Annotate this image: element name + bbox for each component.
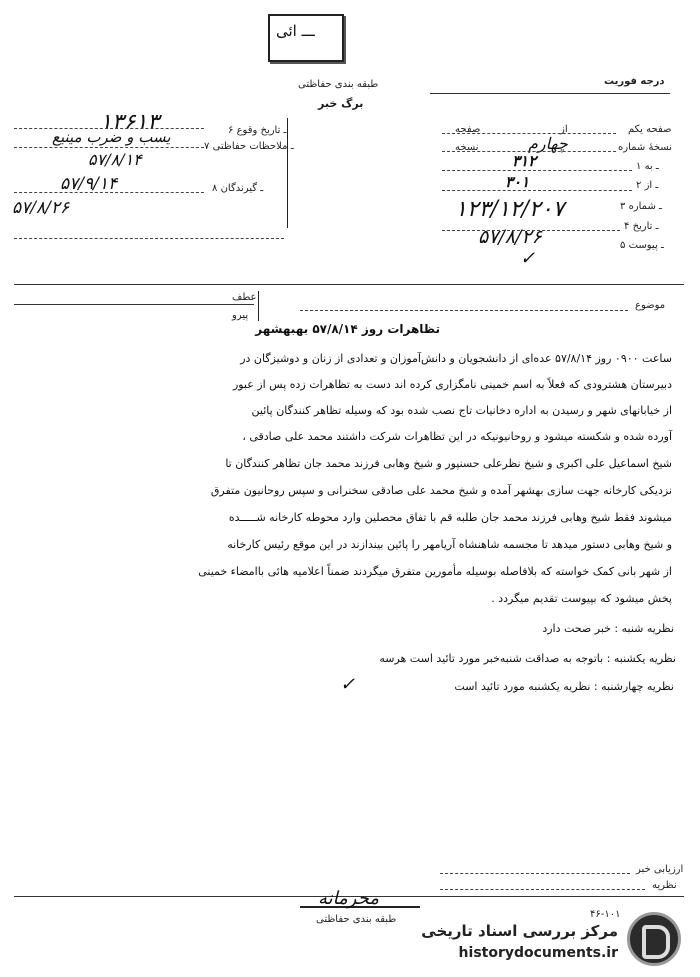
body-line-5: شیخ اسماعیل علی اکبری و شیخ نظرعلی حسنپور و شیخ وهابی فرزند محمد جان تظاهر کنندگان تا: [225, 457, 672, 470]
left-block-dots: [14, 238, 284, 239]
header-title: برگ خبر: [318, 97, 364, 110]
watermark-url: historydocuments.ir: [458, 945, 618, 961]
page-unit: صفحه: [455, 124, 481, 135]
page-dots: [442, 133, 616, 134]
opinion-sunday: نظریه یکشنبه : باتوجه به صداقت شنبه‌خبر مورد تائید است هرسه: [379, 652, 676, 665]
opinion-dots: [440, 889, 645, 890]
atf-rule: [14, 304, 254, 305]
opinion-wednesday: نظریه چهارشنبه : نظریه یکشنبه مورد تائید است: [454, 680, 674, 693]
atf-label: عطف: [232, 292, 257, 303]
field-8-dots: [14, 192, 204, 193]
evaluation-dots: [440, 873, 630, 874]
body-line-4: آورده شده و شکسته میشود و روحانیونیکه در این تظاهرات شرکت داشتند محمد علی صادقی ،: [242, 430, 672, 443]
body-line-7: میشوند فقط شیخ وهابی فرزند محمد جان طلبه قم با تفاق محصلین وارد محوطه کارخانه شـــــده: [228, 511, 672, 524]
header-priority: درجه فوریت: [604, 76, 665, 87]
body-heading: تظاهرات روز ۵۷/۸/۱۴ بهبهشهر: [255, 322, 440, 336]
body-line-3: از خیابانهای شهر و رسیدن به اداره دخانیات تاج نصب شده بود که وسیله تظاهر کنندگان پائین: [251, 404, 672, 417]
r1-dots: [442, 170, 632, 171]
peyro-label: پیرو: [232, 310, 249, 321]
field-8-value-2: ۵۷/۸/۲۶: [12, 198, 70, 218]
r2-value: ۳۰۱: [505, 173, 530, 191]
r2-dots: [442, 190, 632, 191]
r3-value: ۱۲۳/۱۲/۲۰۷: [455, 197, 565, 222]
top-divider: [14, 284, 684, 285]
page-label: صفحه یکم: [628, 124, 672, 135]
opinion-initial-mark: ✓: [340, 674, 356, 695]
copy-value: چهارم: [528, 134, 568, 153]
field-7-date: ۵۷/۸/۱۴: [88, 150, 142, 169]
r4-dots: [442, 230, 620, 231]
r1-label: ۱ ـ به: [636, 161, 659, 172]
field-6-value: ۱۳۶۱۳: [100, 110, 160, 135]
stamp-text: ـــ ائی: [276, 22, 315, 40]
priority-rule: [430, 93, 670, 94]
r4-label: ۴ ـ تاریخ: [624, 221, 659, 232]
field-6-dots: [14, 128, 204, 129]
stamp-box: [268, 14, 344, 62]
opinion-saturday: نظریه شنبه : خبر صحت دارد: [542, 622, 674, 635]
r1-value: ۳۱۲: [512, 152, 537, 170]
field-8-label: ۸ ـ گیرندگان: [212, 183, 264, 194]
footer-classification: طبقه بندی حفاظتی: [316, 914, 397, 925]
r5-label: ۵ ـ پیوست: [620, 240, 664, 251]
atf-divider: [258, 291, 259, 321]
form-code: ۴۶-۱۰۱: [590, 909, 621, 920]
field-7-label: ۷ ـ ملاحظات حفاظتی: [204, 141, 294, 152]
field-8-value-1: ۵۷/۹/۱۴: [60, 174, 118, 194]
field-7-dots: [14, 147, 204, 148]
body-line-6: نزدیکی کارخانه جهت سازی بهشهر آمده و شیخ محمد علی صادقی سخنرانی و سپس روحانیون متفرق: [210, 484, 672, 497]
r3-label: ۳ ـ شماره: [620, 201, 662, 212]
copy-unit: نسخه: [455, 142, 479, 153]
subject-label: موضوع: [635, 300, 666, 311]
copy-label: نسخهٔ شماره: [618, 142, 672, 153]
opinion-label: نظریه: [652, 880, 677, 891]
field-7-value: یسب و ضرب مینیع: [52, 128, 171, 146]
body-line-2: دبیرستان هشترودی که فعلاً به اسم خمینی نامگزاری کرده اند دست به تظاهرات زده پس از عبور: [232, 378, 672, 391]
body-line-9: از شهر بانی کمک خواسته که بلافاصله بوسیله مأمورین متفرق میگردند ضمناً اعلامیه هائی باامضاء خمینی: [198, 565, 672, 578]
r4-value: ۵۷/۸/۲۶: [478, 226, 542, 248]
archive-logo-icon: [627, 912, 681, 966]
field-6-label: ۶ ـ تاریخ وقوع: [228, 125, 287, 136]
body-line-1: ساعت ۰۹۰۰ روز ۵۷/۸/۱۴ عده‌ای از دانشجویان و دانش‌آموزان و تعدادی از زنان و دوشیزگان در: [240, 352, 672, 365]
subject-dots: [300, 310, 628, 311]
page-from: از: [560, 124, 568, 135]
body-line-10: پخش میشود که بپیوست تقدیم میگردد .: [491, 592, 672, 605]
left-field-divider: [287, 118, 288, 228]
watermark-name: مرکز بررسی اسناد تاریخی: [421, 922, 618, 940]
copy-dots: [442, 151, 616, 152]
r2-label: ۲ ـ از: [636, 180, 659, 191]
header-classification: طبقه بندی حفاظتی: [298, 79, 379, 90]
body-line-8: و شیخ وهابی دستور میدهد تا مجسمه شاهنشاه آریامهر را پائین بیندازند در این موقع رئیس کارخانه: [227, 538, 672, 551]
evaluation-label: ارزیابی خبر: [636, 864, 684, 875]
r5-mark: ✓: [520, 248, 536, 269]
signature: محرمانه: [318, 888, 379, 909]
